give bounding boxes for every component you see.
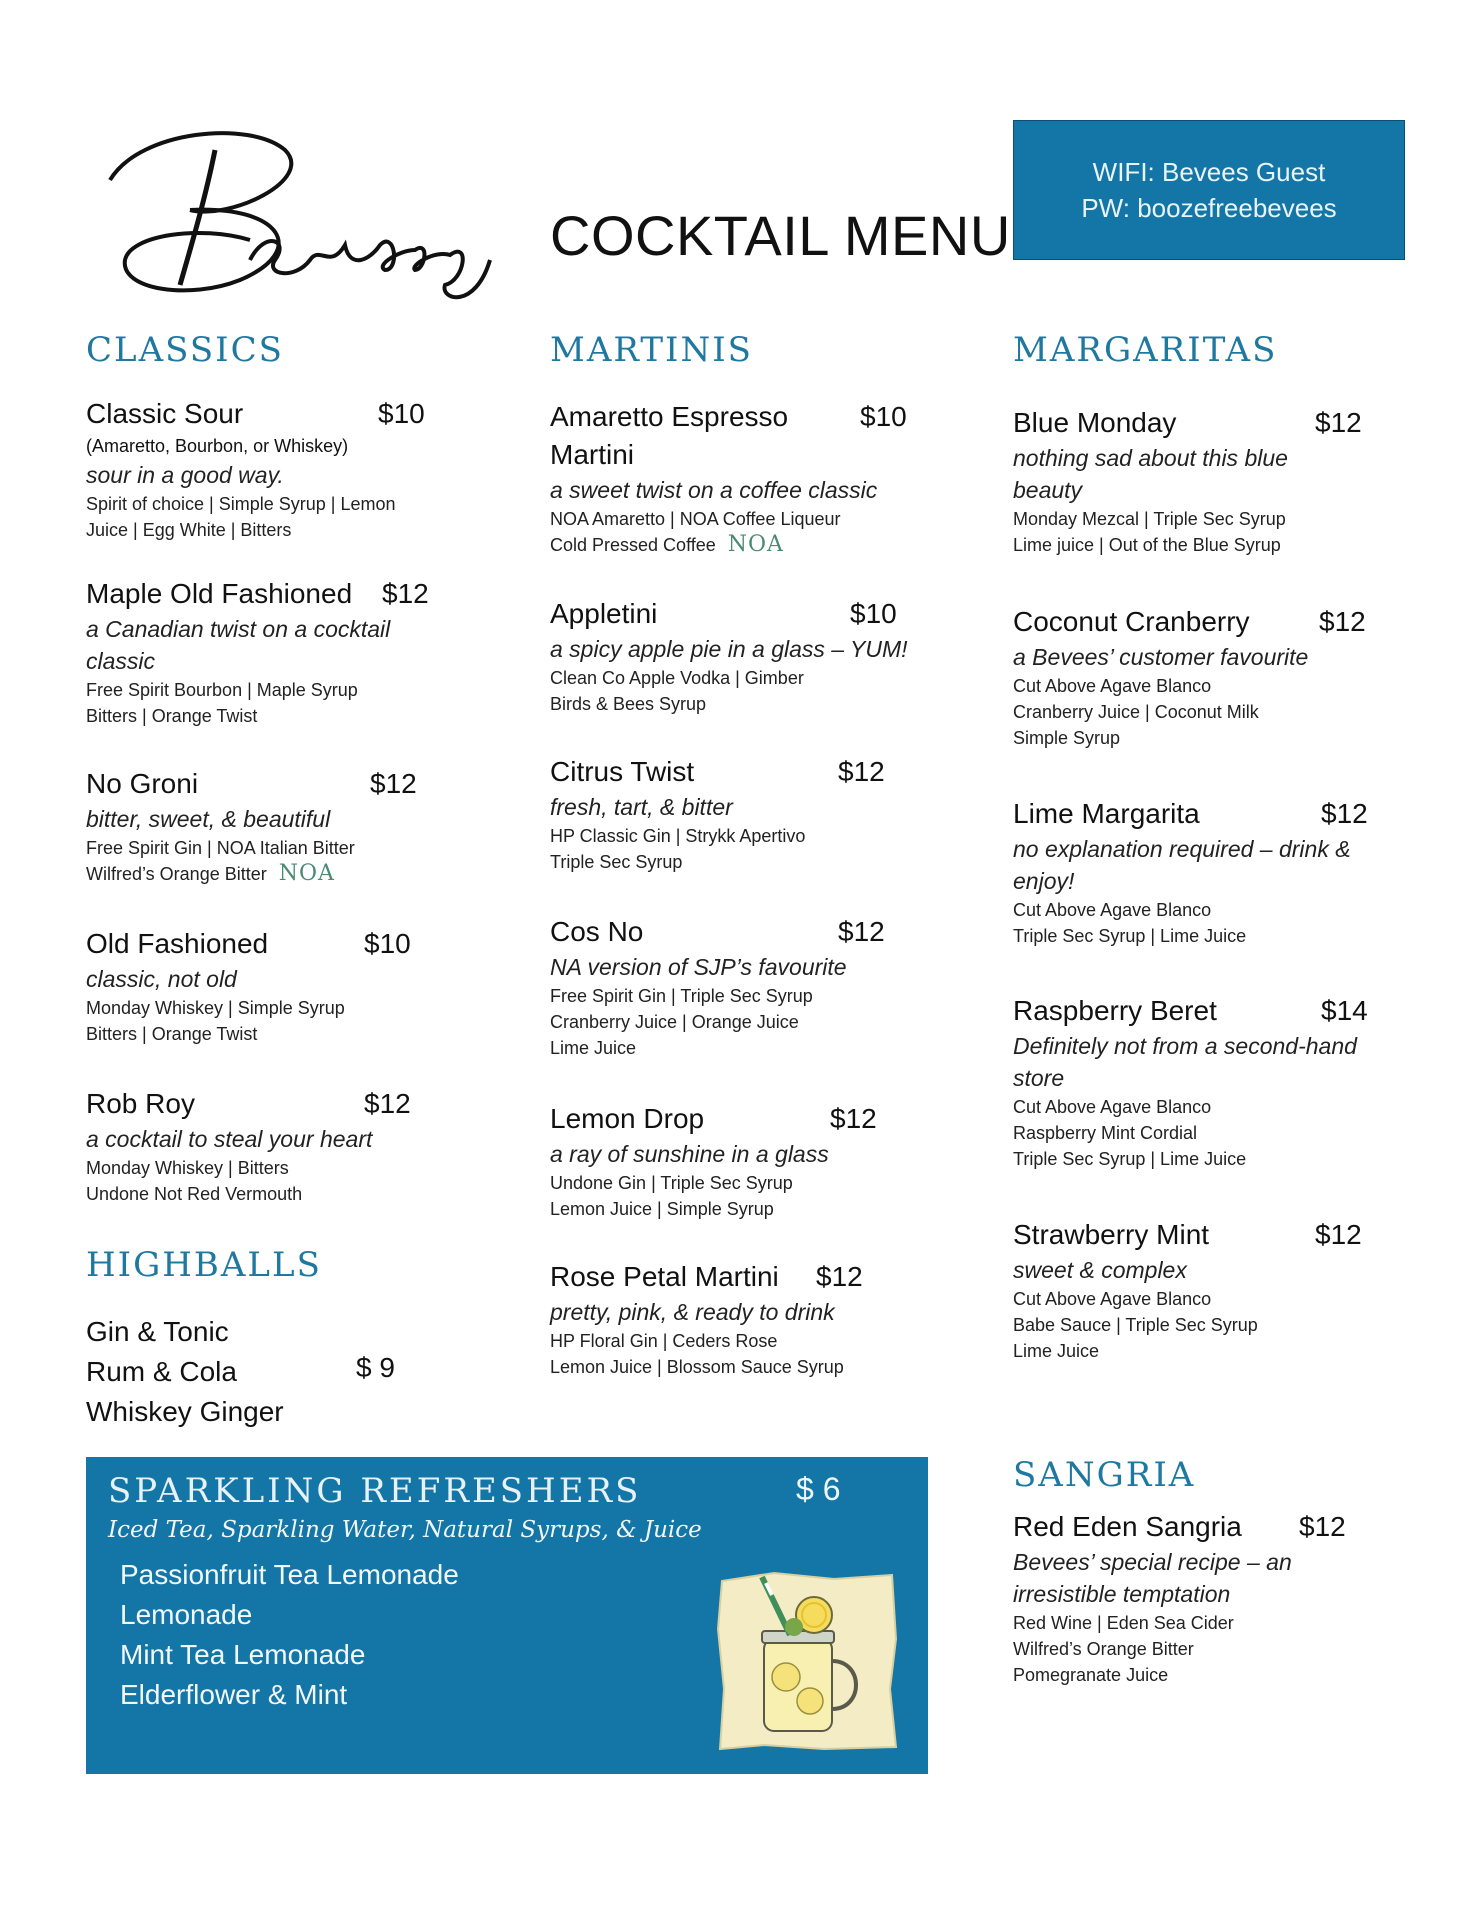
item-ingredients: Undone Not Red Vermouth <box>86 1184 303 1204</box>
item-price: $12 <box>382 578 429 609</box>
sparkling-item: Elderflower & Mint <box>120 1679 348 1710</box>
item-ingredients: Undone Gin | Triple Sec Syrup <box>550 1173 793 1193</box>
item-tagline: fresh, tart, & bitter <box>550 794 733 820</box>
item-ingredients: Triple Sec Syrup | Lime Juice <box>1013 926 1247 946</box>
martinis-item-appletini <box>550 595 930 717</box>
martinis-item-rose-petal <box>550 1258 930 1380</box>
item-ingredients: Red Wine | Eden Sea Cider <box>1013 1613 1234 1633</box>
item-ingredients: Cranberry Juice | Orange Juice <box>550 1012 799 1032</box>
item-tagline: pretty, pink, & ready to drink <box>550 1299 835 1325</box>
item-tagline: a Bevees’ customer favourite <box>1013 644 1309 670</box>
item-name: Red Eden Sangria <box>1013 1511 1242 1542</box>
item-ingredients: Raspberry Mint Cordial <box>1013 1123 1198 1143</box>
margaritas-heading: MARGARITAS <box>1013 330 1278 370</box>
item-ingredients: Monday Mezcal | Triple Sec Syrup <box>1013 509 1286 529</box>
item-price: $14 <box>1321 995 1368 1026</box>
item-ingredients: Babe Sauce | Triple Sec Syrup <box>1013 1315 1258 1335</box>
item-tagline: classic, not old <box>86 966 237 992</box>
item-ingredients: Simple Syrup <box>1013 728 1121 748</box>
item-ingredients: Wilfred’s Orange Bitter <box>86 864 267 884</box>
bevees-logo <box>80 110 540 310</box>
item-tagline: a sweet twist on a coffee classic <box>550 477 878 503</box>
item-ingredients: Lemon Juice | Simple Syrup <box>550 1199 774 1219</box>
wifi-info-box <box>1013 120 1405 260</box>
item-price: $10 <box>364 928 411 959</box>
item-name: Cos No <box>550 916 644 947</box>
item-ingredients: Cold Pressed Coffee <box>550 535 716 555</box>
item-price: $12 <box>838 916 885 947</box>
item-ingredients: Free Spirit Gin | Triple Sec Syrup <box>550 986 813 1006</box>
item-ingredients: Bitters | Orange Twist <box>86 706 258 726</box>
item-note: (Amaretto, Bourbon, or Whiskey) <box>86 436 349 456</box>
margaritas-item-coconut-cranberry <box>1013 603 1393 751</box>
item-ingredients: Spirit of choice | Simple Syrup | Lemon <box>86 494 396 514</box>
item-ingredients: Triple Sec Syrup <box>550 852 683 872</box>
item-ingredients: Monday Whiskey | Bitters <box>86 1158 289 1178</box>
item-ingredients: Cranberry Juice | Coconut Milk <box>1013 702 1259 722</box>
highballs-heading: HIGHBALLS <box>86 1245 322 1285</box>
item-tagline: Definitely not from a second-hand store <box>1013 1033 1357 1091</box>
sparkling-list <box>120 1555 459 1715</box>
item-tagline: nothing sad about this blue beauty <box>1013 445 1288 503</box>
margaritas-item-strawberry-mint <box>1013 1216 1393 1364</box>
wifi-network: WIFI: Bevees Guest <box>1092 157 1326 187</box>
classics-item-rob-roy <box>86 1085 446 1207</box>
item-tagline: a ray of sunshine in a glass <box>550 1141 829 1167</box>
item-name: Raspberry Beret <box>1013 995 1217 1026</box>
martinis-heading: MARTINIS <box>550 330 753 370</box>
item-tagline: a Canadian twist on a cocktail classic <box>86 616 391 674</box>
sparkling-refreshers-box <box>86 1457 928 1774</box>
item-price: $12 <box>816 1261 863 1292</box>
item-name: Classic Sour <box>86 398 244 429</box>
item-ingredients: Free Spirit Bourbon | Maple Syrup <box>86 680 358 700</box>
item-ingredients: Lime Juice <box>550 1038 637 1058</box>
item-name: Rob Roy <box>86 1088 195 1119</box>
item-price: $12 <box>370 768 417 799</box>
item-price: $10 <box>378 398 425 429</box>
sparkling-item: Passionfruit Tea Lemonade <box>120 1559 459 1590</box>
sangria-heading: SANGRIA <box>1013 1455 1196 1495</box>
item-tagline: no explanation required – drink & enjoy! <box>1013 836 1351 894</box>
item-price: $10 <box>850 598 897 629</box>
item-tagline: NA version of SJP’s favourite <box>550 954 847 980</box>
item-tagline: a spicy apple pie in a glass – YUM! <box>550 636 908 662</box>
item-name: Maple Old Fashioned <box>86 578 353 609</box>
item-name: Lime Margarita <box>1013 798 1200 829</box>
martinis-item-lemon-drop <box>550 1100 930 1222</box>
item-ingredients: HP Classic Gin | Strykk Apertivo <box>550 826 806 846</box>
noa-logo: NOA <box>727 532 784 557</box>
classics-heading: CLASSICS <box>86 330 284 370</box>
margaritas-item-raspberry-beret <box>1013 992 1393 1172</box>
margaritas-item-blue-monday <box>1013 404 1393 558</box>
item-tagline: bitter, sweet, & beautiful <box>86 806 331 832</box>
item-name-continued: Martini <box>550 439 635 470</box>
noa-logo: NOA <box>278 861 335 886</box>
highballs-list <box>86 1312 426 1432</box>
item-name: No Groni <box>86 768 199 799</box>
item-ingredients: Bitters | Orange Twist <box>86 1024 258 1044</box>
sparkling-item: Mint Tea Lemonade <box>120 1639 366 1670</box>
item-ingredients: Cut Above Agave Blanco <box>1013 1097 1212 1117</box>
item-tagline: Bevees’ special recipe – an irresistible temptation <box>1013 1549 1292 1607</box>
item-tagline: sweet & complex <box>1013 1257 1187 1283</box>
item-ingredients: Lime Juice <box>1013 1341 1100 1361</box>
item-ingredients: Cut Above Agave Blanco <box>1013 1289 1212 1309</box>
item-name: Old Fashioned <box>86 928 269 959</box>
item-ingredients: Clean Co Apple Vodka | Gimber <box>550 668 804 688</box>
item-price: $12 <box>830 1103 877 1134</box>
sparkling-item: Lemonade <box>120 1599 253 1630</box>
item-tagline: sour in a good way. <box>86 462 284 488</box>
item-name: Blue Monday <box>1013 407 1177 438</box>
item-name: Amaretto Espresso <box>550 401 789 432</box>
martinis-item-citrus-twist <box>550 753 930 875</box>
item-name: Citrus Twist <box>550 756 695 787</box>
item-name: Coconut Cranberry <box>1013 606 1250 637</box>
item-price: $12 <box>1315 407 1362 438</box>
item-ingredients: Monday Whiskey | Simple Syrup <box>86 998 345 1018</box>
item-ingredients: NOA Amaretto | NOA Coffee Liqueur <box>550 509 841 529</box>
item-ingredients: Pomegranate Juice <box>1013 1665 1169 1685</box>
highballs-price: $ 9 <box>356 1352 395 1383</box>
classics-item-old-fashioned <box>86 925 446 1047</box>
item-tagline: a cocktail to steal your heart <box>86 1126 373 1152</box>
sparkling-price: $ 6 <box>796 1471 841 1507</box>
item-name: Lemon Drop <box>550 1103 705 1134</box>
item-price: $12 <box>1315 1219 1362 1250</box>
item-price: $10 <box>860 401 907 432</box>
item-ingredients: Juice | Egg White | Bitters <box>86 520 292 540</box>
item-price: $12 <box>838 756 885 787</box>
martinis-item-cos-no <box>550 913 930 1061</box>
classics-item-no-groni <box>86 765 446 887</box>
item-ingredients: Lemon Juice | Blossom Sauce Syrup <box>550 1357 844 1377</box>
item-ingredients: Triple Sec Syrup | Lime Juice <box>1013 1149 1247 1169</box>
item-ingredients: Cut Above Agave Blanco <box>1013 676 1212 696</box>
item-name: Rose Petal Martini <box>550 1261 779 1292</box>
item-ingredients: HP Floral Gin | Ceders Rose <box>550 1331 778 1351</box>
item-ingredients: Birds & Bees Syrup <box>550 694 707 714</box>
highball-item: Gin & Tonic <box>86 1316 229 1347</box>
item-name: Strawberry Mint <box>1013 1219 1210 1250</box>
svg-text:Bevees: Bevees <box>80 110 84 111</box>
item-ingredients: Cut Above Agave Blanco <box>1013 900 1212 920</box>
item-price: $12 <box>364 1088 411 1119</box>
classics-item-maple-old-fashioned <box>86 575 446 729</box>
sparkling-heading: SPARKLING REFRESHERS <box>108 1471 642 1511</box>
item-ingredients: Wilfred’s Orange Bitter <box>1013 1639 1194 1659</box>
sparkling-subtitle: Iced Tea, Sparkling Water, Natural Syrups, & Juice <box>108 1517 702 1543</box>
item-ingredients: Free Spirit Gin | NOA Italian Bitter <box>86 838 355 858</box>
lemonade-jar-illustration <box>714 1569 900 1753</box>
item-price: $12 <box>1321 798 1368 829</box>
highball-item: Rum & Cola <box>86 1356 237 1387</box>
menu-title: COCKTAIL MENU <box>550 204 1011 267</box>
classics-item-classic-sour <box>86 395 446 543</box>
highball-item: Whiskey Ginger <box>86 1396 284 1427</box>
item-price: $12 <box>1319 606 1366 637</box>
sangria-item-red-eden <box>1013 1508 1393 1688</box>
item-name: Appletini <box>550 598 658 629</box>
item-ingredients: Lime juice | Out of the Blue Syrup <box>1013 535 1281 555</box>
wifi-password: PW: boozefreebevees <box>1081 193 1337 223</box>
item-price: $12 <box>1299 1511 1346 1542</box>
martinis-item-amaretto-espresso <box>550 398 930 558</box>
margaritas-item-lime-margarita <box>1013 795 1393 949</box>
